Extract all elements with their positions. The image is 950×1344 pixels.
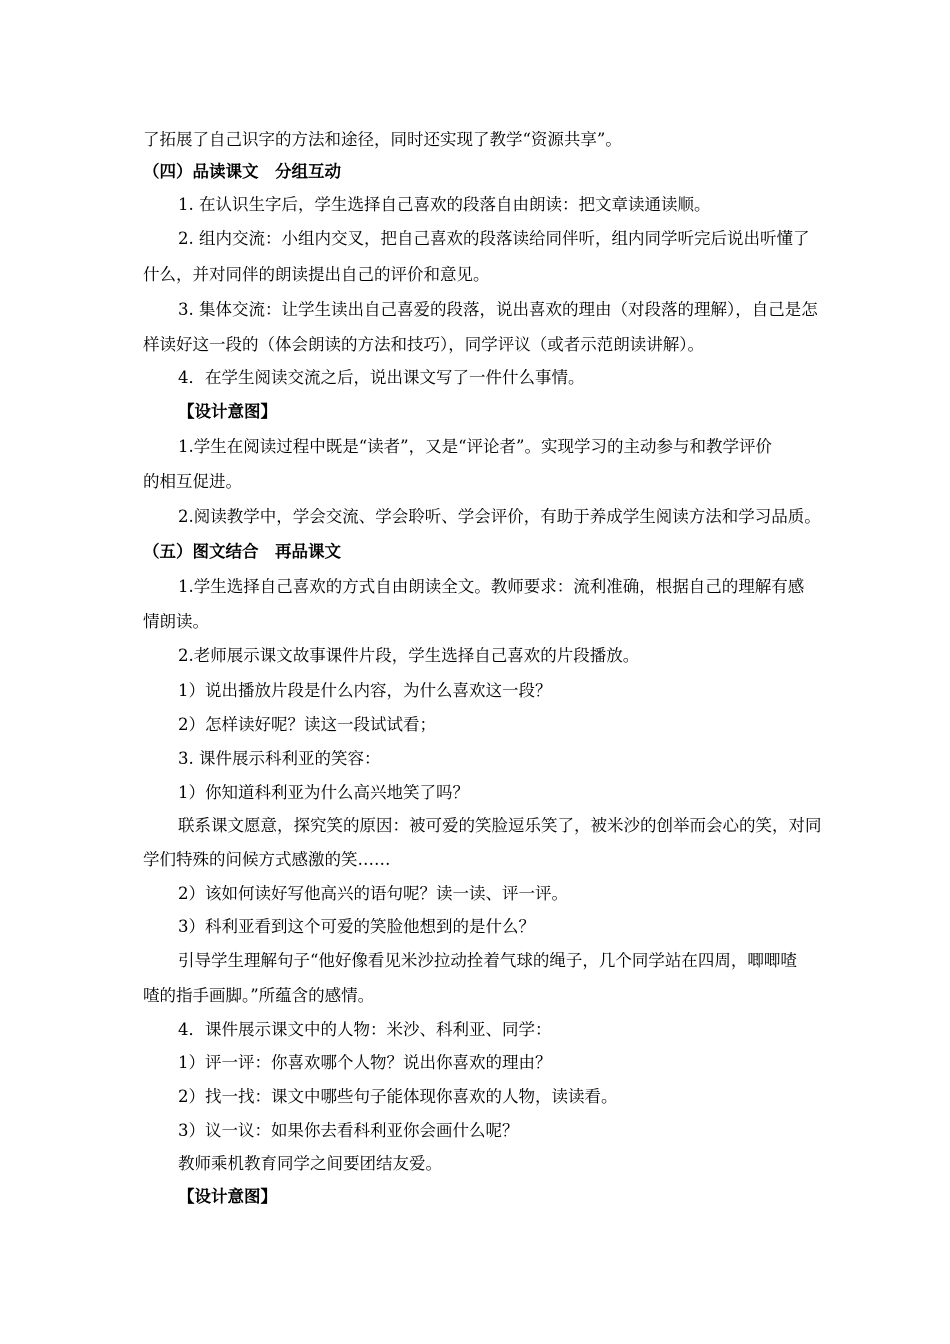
paragraph-line: 2.老师展示课文故事课件片段，学生选择自己喜欢的片段播放。 bbox=[178, 646, 640, 665]
paragraph-line: 喳的指手画脚。”所蕴含的感情。 bbox=[143, 986, 375, 1005]
paragraph-line: 引导学生理解句子“他好像看见米沙拉动拴着气球的绳子，几个同学站在四周，唧唧喳 bbox=[178, 951, 797, 970]
paragraph-line: 1. 在认识生字后，学生选择自己喜欢的段落自由朗读：把文章读通读顺。 bbox=[178, 195, 711, 214]
paragraph-line: 3）议一议：如果你去看科利亚你会画什么呢？ bbox=[178, 1121, 519, 1140]
paragraph-line: 什么，并对同伴的朗读提出自己的评价和意见。 bbox=[143, 265, 490, 284]
paragraph-line: 2.阅读教学中，学会交流、学会聆听、学会评价，有助于养成学生阅读方法和学习品质。 bbox=[178, 507, 821, 526]
paragraph-line: 1）评一评：你喜欢哪个人物？说出你喜欢的理由？ bbox=[178, 1053, 552, 1072]
paragraph-line: 教师乘机教育同学之间要团结友爱。 bbox=[178, 1154, 442, 1173]
paragraph-line: 3. 课件展示科利亚的笑容： bbox=[178, 749, 381, 768]
paragraph-line: 1.学生选择自己喜欢的方式自由朗读全文。教师要求：流利准确，根据自己的理解有感 bbox=[178, 577, 805, 596]
section-heading-4: （四）品读课文 分组互动 bbox=[143, 162, 341, 181]
paragraph-line: 2）找一找：课文中哪些句子能体现你喜欢的人物，读读看。 bbox=[178, 1087, 618, 1106]
paragraph-line: 情朗读。 bbox=[143, 612, 209, 631]
paragraph-line: 3）科利亚看到这个可爱的笑脸他想到的是什么？ bbox=[178, 917, 535, 936]
paragraph-line: 4．在学生阅读交流之后，说出课文写了一件什么事情。 bbox=[178, 368, 585, 387]
paragraph-line: 1）你知道科利亚为什么高兴地笑了吗？ bbox=[178, 783, 469, 802]
design-intent-heading: 【设计意图】 bbox=[178, 1187, 277, 1206]
paragraph-line: 4．课件展示课文中的人物：米沙、科利亚、同学： bbox=[178, 1020, 552, 1039]
paragraph-line: 联系课文愿意，探究笑的原因：被可爱的笑脸逗乐笑了，被米沙的创举而会心的笑，对同 bbox=[178, 816, 822, 835]
paragraph-line: 2）怎样读好呢？读这一段试试看； bbox=[178, 715, 436, 734]
paragraph-line: 学们特殊的问候方式感激的笑…… bbox=[143, 850, 391, 869]
paragraph-line: 1）说出播放片段是什么内容，为什么喜欢这一段？ bbox=[178, 681, 552, 700]
paragraph-line: 2. 组内交流：小组内交叉，把自己喜欢的段落读给同伴听，组内同学听完后说出听懂了 bbox=[178, 229, 810, 248]
paragraph-line: 样读好这一段的（体会朗读的方法和技巧），同学评议（或者示范朗读讲解）。 bbox=[143, 335, 704, 354]
section-heading-5: （五）图文结合 再品课文 bbox=[143, 542, 341, 561]
paragraph-line: 的相互促进。 bbox=[143, 472, 242, 491]
paragraph-line: 1.学生在阅读过程中既是“读者”，又是“评论者”。实现学习的主动参与和教学评价 bbox=[178, 437, 772, 456]
paragraph-line: 3. 集体交流：让学生读出自己喜爱的段落，说出喜欢的理由（对段落的理解），自己是怎 bbox=[178, 300, 818, 319]
paragraph-line: 2）该如何读好写他高兴的语句呢？读一读、评一评。 bbox=[178, 884, 568, 903]
paragraph-line: 了拓展了自己识字的方法和途径，同时还实现了教学“资源共享”。 bbox=[143, 130, 622, 149]
design-intent-heading: 【设计意图】 bbox=[178, 402, 277, 421]
